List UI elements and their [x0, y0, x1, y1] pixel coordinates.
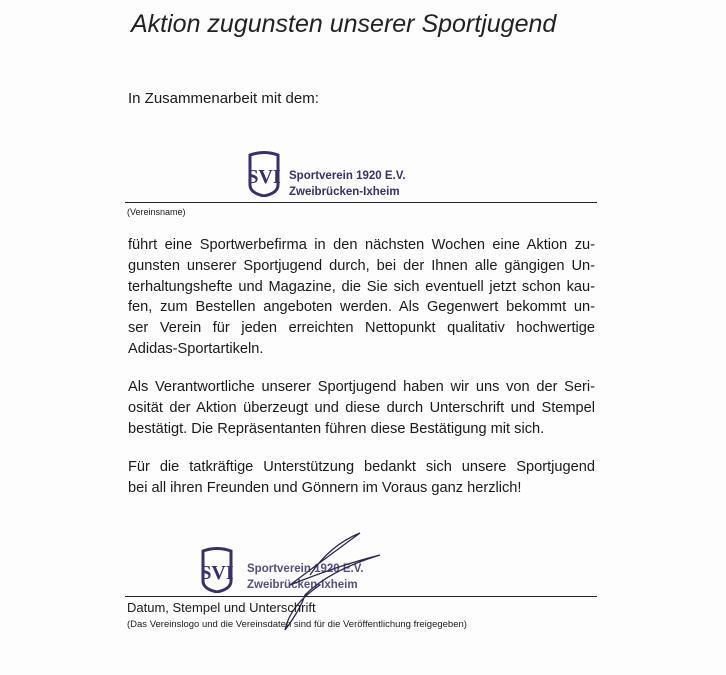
line: fen, zum Bestellen angeboten werden. Als Gegenwert bekommt un- [128, 299, 595, 316]
club-name: Sportverein 1920 E.V. [289, 170, 406, 182]
club-location: Zweibrücken-Ixheim [247, 579, 358, 591]
line: Für die tatkräftige Unterstützung bedankt sich unsere Sportjugend [128, 459, 595, 475]
club-name: Sportverein 1920 E.V. [247, 563, 364, 575]
page-title: Aktion zugunsten unserer Sportjugend [131, 10, 557, 38]
line: Als Verantwortliche unserer Sportjugend haben wir uns von der Seri- [128, 379, 595, 395]
club-location: Zweibrücken-Ixheim [289, 186, 400, 198]
intro-text: In Zusammenarbeit mit dem: [128, 90, 319, 107]
paragraph-2 [128, 377, 595, 439]
line: gunsten unserer Sportjugend durch, bei der Ihnen alle gängigen Un- [128, 257, 595, 274]
line: osität der Aktion überzeugt und diese durch Unterschrift und Stempel [128, 399, 595, 416]
line: terhaltungshefte und Magazine, die Sie sich eventuell jetzt schon kau- [128, 278, 595, 295]
footnote: (Das Vereinslogo und die Vereinsdaten sind für die Veröffentlichung freigegeben) [127, 619, 467, 630]
club-logo-stamp-icon [200, 547, 234, 593]
signature-line [125, 596, 597, 597]
paragraph-1 [128, 235, 595, 360]
line: führt eine Sportwerbefirma in den nächsten Wochen eine Aktion zu- [128, 237, 595, 253]
line: Adidas-Sportartikeln. [128, 340, 264, 357]
club-stamp [289, 168, 406, 200]
line: bei all ihren Freunden und Gönnern im Voraus ganz herzlich! [128, 479, 522, 496]
club-name-line [125, 202, 597, 203]
line: bestätigt. Die Repräsentanten führen diese Bestätigung mit sich. [128, 420, 545, 437]
club-logo-icon [247, 151, 281, 197]
line: ser Verein für jeden erreichten Nettopunkt qualitativ hochwertige [128, 320, 595, 337]
paragraph-3 [128, 457, 595, 499]
signature-label: Datum, Stempel und Unterschrift [127, 600, 316, 615]
svg-text:SVI: SVI [247, 166, 281, 188]
vereinsname-label: (Vereinsname) [127, 207, 186, 217]
svg-text:SVI: SVI [200, 562, 234, 584]
